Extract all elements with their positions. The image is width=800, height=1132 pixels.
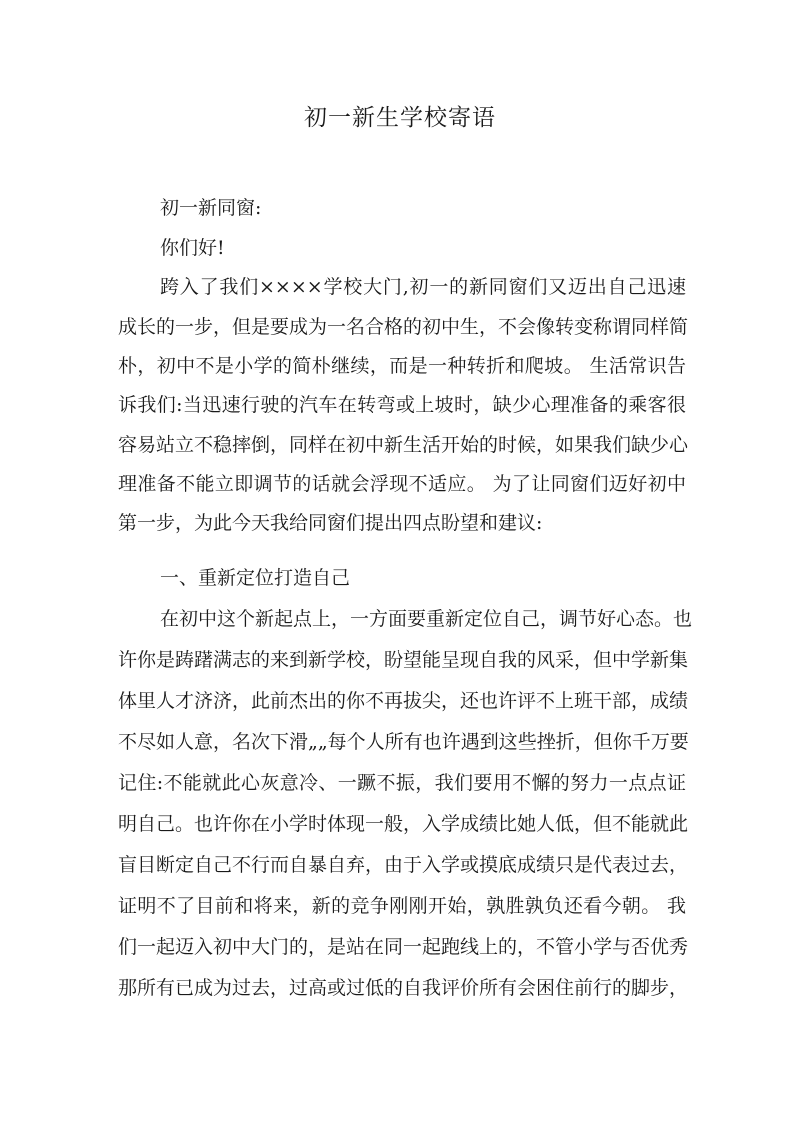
paragraph2-line: 盲目断定自己不行而自暴自弃，由于入学或摸底成绩只是代表过去， (118, 854, 689, 876)
paragraph1-line: 容易站立不稳摔倒，同样在初中新生活开始的时候，如果我们缺少心 (118, 434, 689, 456)
paragraph2-line: 体里人才济济，此前杰出的你不再拔尖，还也许评不上班干部，成绩 (118, 690, 689, 712)
paragraph2-line: 记住:不能就此心灰意冷、一蹶不振，我们要用不懈的努力一点点证 (118, 772, 686, 794)
paragraph2-line: 许你是踌躇满志的来到新学校，盼望能呈现自我的风采，但中学新集 (118, 649, 689, 671)
paragraph1-line: 诉我们:当迅速行驶的汽车在转弯或上坡时，缺少心理准备的乘客很 (118, 394, 686, 416)
paragraph2-line: 那所有已成为过去，过高或过低的自我评价所有会困住前行的脚步， (118, 977, 689, 999)
paragraph2-line: 在初中这个新起点上，一方面要重新定位自己，调节好心态。也 (160, 608, 693, 630)
paragraph2-line: 明自己。也许你在小学时体现一般，入学成绩比她人低，但不能就此 (118, 813, 689, 835)
paragraph2-line: 不尽如人意，名次下滑„„每个人所有也许遇到这些挫折，但你千万要 (118, 731, 689, 753)
paragraph1-line: 成长的一步，但是要成为一名合格的初中生，不会像转变称谓同样简 (118, 316, 689, 338)
document-title: 初一新生学校寄语 (304, 105, 496, 131)
paragraph1-line: 朴，初中不是小学的简朴继续，而是一种转折和爬坡。 生活常识告 (118, 355, 686, 377)
paragraph2-line: 证明不了目前和将来，新的竞争刚刚开始，孰胜孰负还看今朝。 我 (118, 895, 686, 917)
greeting: 初一新同窗: (160, 197, 262, 219)
paragraph1-line: 第一步，为此今天我给同窗们提出四点盼望和建议: (118, 512, 543, 534)
paragraph1-line: 跨入了我们××××学校大门,初一的新同窗们又迈出自己迅速 (160, 276, 686, 298)
section-heading: 一、重新定位打造自己 (160, 567, 351, 589)
paragraph1-line: 理准备不能立即调节的话就会浮现不适应。 为了让同窗们迈好初中 (118, 473, 686, 495)
salutation: 你们好! (160, 237, 225, 259)
paragraph2-line: 们一起迈入初中大门的，是站在同一起跑线上的，不管小学与否优秀 (118, 936, 689, 958)
